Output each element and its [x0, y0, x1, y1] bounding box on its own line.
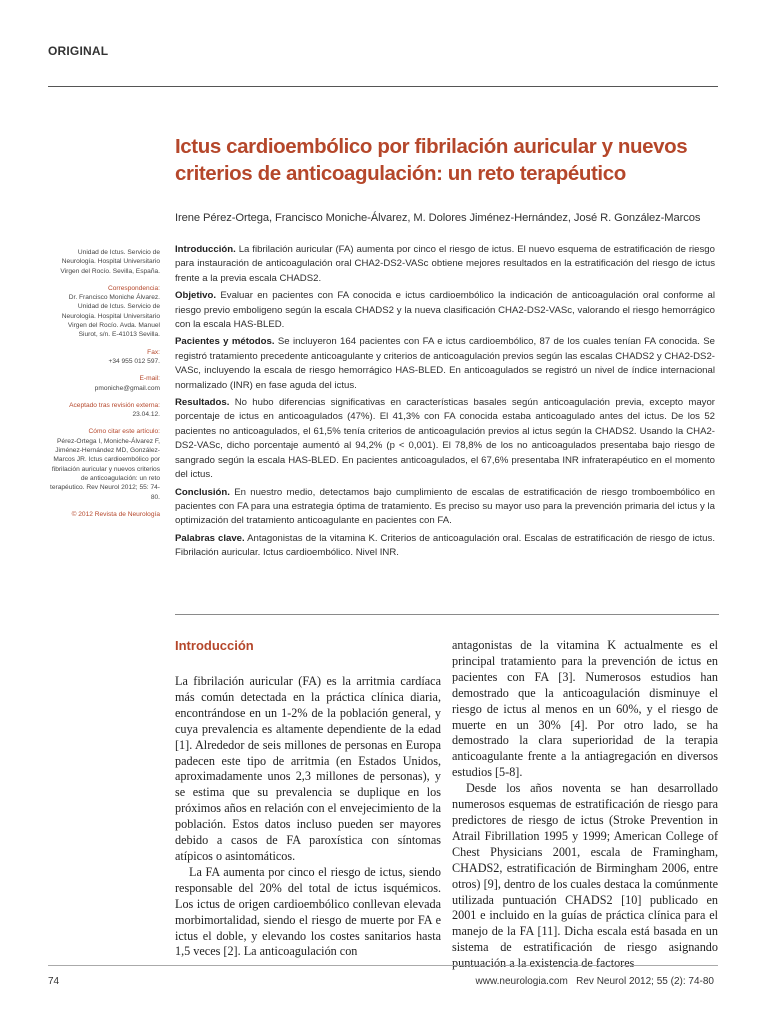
abstract-text: Se incluyeron 164 pacientes con FA e ictus cardioembólico, 87 de los cuales tenían FA conocida. Se registró tratamiento precedente anticoagulante y criterios de anticoagulación previos según las escalas CHADS2 y CHA2-DS2-VASc, incluyendo la escala de riesgo hemorrágico HAS-BLED. En anticoagulados se registró un nivel de índice internacional normalizado (INR) en fase aguda del ictus.: [175, 336, 716, 391]
abstract-keywords: [175, 532, 715, 561]
email-label: E-mail:: [139, 375, 160, 383]
article-title: Ictus cardioembólico por fibrilación auricular y nuevos criterios de anticoagulación: un reto terapéutico: [175, 135, 688, 185]
journal-site-link[interactable]: www.neurologia.com: [475, 976, 568, 987]
email-address[interactable]: pmoniche@gmail.com: [94, 384, 160, 392]
copyright: © 2012 Revista de Neurología: [71, 510, 160, 518]
body-paragraph: La FA aumenta por cinco el riesgo de ictus, siendo responsable del 20% del total de ictus isquémicos. Los ictus de origen cardioembólico conllevan elevada morbimortalidad, siendo el riesgo de muerte por FA e ictus el doble, y elevando los costes sanitarios hasta 1,5 veces [2]. La anticoagulación con: [175, 864, 441, 959]
abstract-conclusion: [175, 486, 715, 529]
abstract-introduccion: [175, 243, 715, 286]
correspondence-text: Dr. Francisco Moniche Álvarez. Unidad de Ictus. Servicio de Neurología. Hospital Universitario Virgen del Rocío. Avda. Manuel Siurot, s/n. E-41013 Sevilla.: [61, 294, 160, 339]
article-authors: Irene Pérez-Ortega, Francisco Moniche-Álvarez, M. Dolores Jiménez-Hernández, José R. González-Marcos: [175, 212, 701, 224]
footer-divider: [48, 965, 718, 966]
section-label: ORIGINAL: [48, 44, 109, 58]
abstract-heading: Resultados.: [175, 397, 230, 409]
section-heading: Introducción: [175, 638, 254, 653]
body-paragraph: antagonistas de la vitamina K actualmente es el principal tratamiento para la prevención de ictus en pacientes con FA [3]. Numerosos estudios han demostrado que la anticoagulación disminuye el riesgo de ictus al menos en un 60%, y el riesgo de muerte en un 30% [4]. Por otro lado, se ha demostrado la clara superioridad de la terapia anticoagulante frente a la antiagregación en diversos estudios [5-8].: [452, 638, 718, 780]
header-divider: [48, 86, 718, 87]
abstract-heading: Palabras clave.: [175, 532, 245, 544]
body-column-left: [175, 638, 441, 960]
body-paragraph: La fibrilación auricular (FA) es la arritmia cardíaca más común detectada en la práctica clínica diaria, encontrándose en un 1-2% de la población general, y cuya prevalencia es altamente dependiente de la edad [1]. Alrededor de seis millones de personas en Europa padecen este tipo de arritmia (en Estados Unidos, aproximadamente unos 2,3 millones de personas), y se estima que su prevalencia se duplique en los próximos años en relación con el envejecimiento de la población. Estos datos incluso pueden ser mayores debido a casos de FA paroxística con síntomas atípicos o asintomáticos.: [175, 674, 441, 863]
correspondence-label: Correspondencia:: [107, 284, 160, 292]
abstract-resultados: [175, 396, 715, 482]
abstract-heading: Pacientes y métodos.: [175, 336, 275, 348]
accepted-label: Aceptado tras revisión externa:: [69, 401, 160, 409]
abstract-text: Antagonistas de la vitamina K. Criterios de anticoagulación oral. Escalas de estratificación de riesgo de ictus. Fibrilación auricular. Ictus cardioembólico. Nivel INR.: [175, 532, 715, 559]
cite-text: Pérez-Ortega I, Moniche-Álvarez F, Jiménez-Hernández MD, González-Marcos JR. Ictus cardioembólico por fibrilación auricular y nuevos criterios de anticoagulación: un reto terapéutico. Rev Neurol 2012; 55: 74-80.: [50, 437, 160, 501]
abstract-objetivo: [175, 289, 715, 332]
abstract-heading: Conclusión.: [175, 486, 230, 498]
abstract-divider: [175, 614, 719, 615]
abstract-text: La fibrilación auricular (FA) aumenta por cinco el riesgo de ictus. El nuevo esquema de estratificación de riesgo para instauración de anticoagulación oral CHA2-DS2-VASc obtiene mejores resultados en la estratificación del riesgo de ictus frente a la previa escala CHADS2.: [175, 244, 715, 284]
accepted-date: 23.04.12.: [132, 411, 160, 419]
footer-citation: [476, 976, 714, 987]
journal-citation: Rev Neurol 2012; 55 (2): 74-80: [576, 976, 714, 987]
affiliation: Unidad de Ictus. Servicio de Neurología. Hospital Universitario Virgen del Rocío. Sevilla, España.: [60, 249, 160, 275]
abstract-text: Evaluar en pacientes con FA conocida e ictus cardioembólico la indicación de anticoagulación oral conforme al riesgo previo emboligeno según la escala CHADS2 y la nueva clasificación CHA2-DS2-VASc, valorando el riesgo hemorrágico con la escala HAS-BLED.: [175, 290, 716, 331]
article-sidebar: [48, 248, 160, 519]
cite-label: Cómo citar este artículo:: [88, 428, 160, 436]
body-paragraph: Desde los años noventa se han desarrollado numerosos esquemas de estratificación de riesgo para predictores de riesgo de ictus (Stroke Prevention in Atrail Fibrillation 1995 y 1999; American College of Chest Physicians 2001, escala de Framingham, CHADS2, estratificación de Birmingham 2006, entre otros) [9], dentro de los cuales destaca la comúnmente utilizada puntuación CHADS2 [10] publicado en 2001 e incluido en la guías de práctica clínica para el manejo de la FA [11]. Dicha escala está basada en un sistema de estratificación de riesgo asignando puntuación a la existencia de factores: [452, 781, 718, 971]
page-number: 74: [48, 976, 60, 987]
abstract-metodos: [175, 335, 715, 393]
abstract-heading: Objetivo.: [175, 290, 217, 302]
abstract-text: No hubo diferencias significativas en características basales según anticoagulación previa, excepto mayor porcentaje de ictus en anticoagulados (47%). El 41,3% con FA conocida estaba anticoagulado antes del ictus. De los 52 pacientes no anticoagulados, el 61,5% tenía criterios de anticoagulación previos al ictus según la CHADS2. Usando la CHA2-DS2-VASc, dicho porcentaje aumentó al 94,2% (p < 0,001). El 78,8% de los no anticoagulados presentaba bajo riesgo de sangrado según la escala HAS-BLED. En pacientes anticoagulados, el 67,6% presentaba INR infraterapéutico en el momento del ictus.: [175, 397, 716, 481]
fax-number: +34 955 012 597.: [108, 357, 160, 365]
fax-label: Fax:: [147, 348, 160, 356]
body-column-right: [452, 638, 718, 972]
abstract-text: En nuestro medio, detectamos bajo cumplimiento de escalas de estratificación de riesgo tromboembólico en pacientes con FA para una estrategia óptima de tratamiento. Es preciso su mayor uso para la prevención primaria del ictus y la optimización del tratamiento anticoagulante en pacientes con FA.: [175, 486, 715, 527]
abstract-heading: Introducción.: [175, 244, 236, 255]
abstract: [175, 243, 715, 609]
